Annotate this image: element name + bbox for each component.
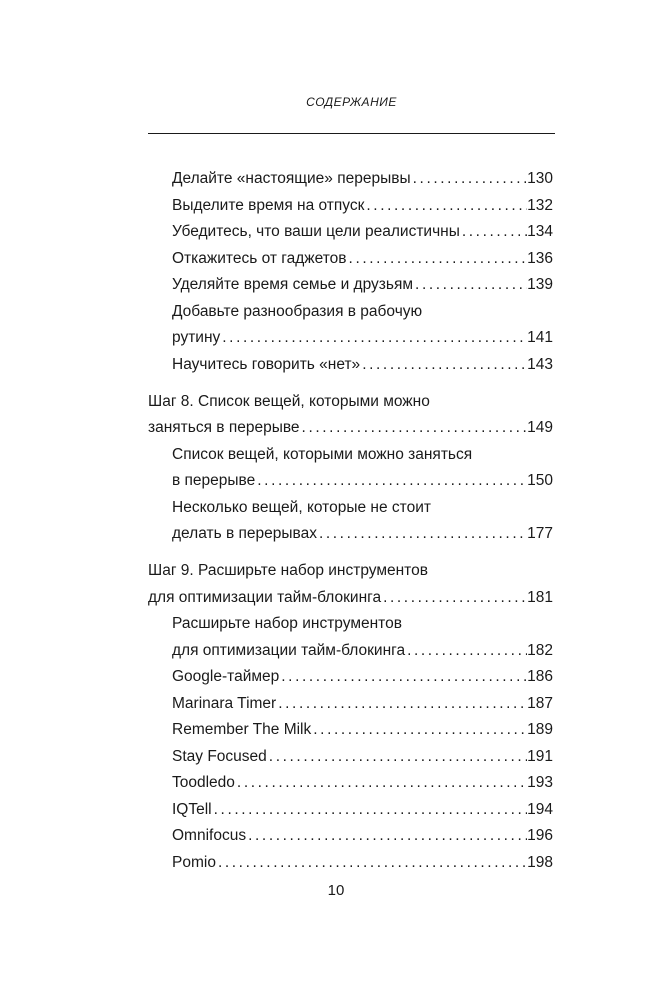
dot-leader [216,850,527,876]
dot-leader [267,744,527,770]
toc-entry-title: Расширьте набор инструментов [172,615,402,632]
toc-page-number: 194 [527,800,553,818]
toc-page-number: 189 [527,721,553,738]
toc-entry-line [172,468,553,494]
dot-leader [255,468,527,494]
toc-entry-title: Уделяйте время семье и друзьям [172,276,414,293]
header-rule [148,133,555,134]
running-head-title: СОДЕРЖАНИЕ [306,95,397,109]
dot-leader [411,166,528,192]
dot-leader [212,797,528,823]
toc-entry-title: рутину [172,329,221,346]
toc-page-number: 191 [527,747,553,765]
toc-entry-line [172,193,553,219]
toc-chapter-line [148,585,553,611]
toc-entry-title: Убедитесь, что ваши цели реалистичны [172,223,460,240]
toc-entry-title: Выделите время на отпуск [172,196,365,214]
toc-page-number: 134 [527,223,553,240]
dot-leader [246,823,527,849]
toc-entry-line [172,823,553,849]
toc-entry-line [172,797,553,823]
toc-page-number: 187 [527,694,553,712]
toc-entry-title: Google-таймер [172,668,280,685]
toc-entry-line [172,744,553,770]
toc-entry-title: для оптимизации тайм-блокинга [172,641,406,659]
toc-entry-title: Pomio [172,853,216,871]
toc-page-number: 181 [527,588,553,606]
toc-page-number: 196 [527,827,553,844]
toc-entry-title: Делайте «настоящие» перерывы [172,170,411,187]
toc-page-number: 136 [527,249,553,267]
toc-entry-title: Список вещей, которыми можно заняться [172,445,473,463]
toc-entry-title: IQTell [172,800,212,818]
dot-leader [413,272,527,298]
page-number: 10 [327,882,345,899]
dot-leader [460,219,527,245]
dot-leader [300,415,528,441]
toc-page-number: 182 [527,641,553,659]
toc-entry-title: Omnifocus [172,827,247,844]
toc-entry-line [172,325,553,351]
toc-entry-title: Toodledo [172,774,235,791]
toc-page-number: 198 [527,853,553,871]
dot-leader [311,717,527,743]
toc-entry-line [172,691,553,717]
toc-entry-title: Remember The Milk [172,721,312,738]
toc-page-number: 132 [527,196,553,214]
dot-leader [235,770,527,796]
toc-page-number: 149 [527,419,553,436]
toc-entry-title: Научитесь говорить «нет» [172,355,361,373]
toc-entry-title: в перерыве [172,472,256,489]
toc-entry-title: Marinara Timer [172,694,277,712]
toc-chapter-line [148,415,553,441]
toc-page-number: 130 [527,170,553,187]
toc-entry-line [172,352,553,378]
dot-leader [360,352,527,378]
dot-leader [364,193,527,219]
toc-page-number: 141 [527,329,553,346]
dot-leader [276,691,527,717]
toc-entry-line [172,717,553,743]
dot-leader [381,585,527,611]
toc-page-number: 150 [527,472,553,489]
toc-entry-line [172,664,553,690]
dot-leader [279,664,527,690]
toc-entry-line [172,638,553,664]
toc-entry-line [172,272,553,298]
toc-page-number: 186 [527,668,553,685]
toc-entry-line [172,770,553,796]
dot-leader [347,246,528,272]
toc-entry-title: Добавьте разнообразия в рабочую [172,302,423,320]
toc-entry-line [172,219,553,245]
toc-entry-title: Откажитесь от гаджетов [172,249,347,267]
toc-entry-title: Шаг 8. Список вещей, которыми можно [148,392,430,410]
toc-page-number: 143 [527,355,553,373]
toc-entry-title: для оптимизации тайм-блокинга [148,588,382,606]
toc-page-number: 193 [527,774,553,791]
toc-entry-title: заняться в перерыве [148,419,300,436]
toc-entry-title: Несколько вещей, которые не стоит [172,498,431,516]
toc-entry-title: делать в перерывах [172,525,317,542]
toc-entry-title: Stay Focused [172,747,267,765]
toc-page-number: 177 [527,525,553,542]
dot-leader [220,325,527,351]
toc-entry-line [172,166,553,192]
toc-entry-line [172,850,553,876]
toc-entry-title: Шаг 9. Расширьте набор инструментов [148,562,428,579]
toc-entry-line [172,521,553,547]
toc-page-number: 139 [527,276,553,293]
dot-leader [405,638,527,664]
dot-leader [317,521,527,547]
toc-entry-line [172,246,553,272]
